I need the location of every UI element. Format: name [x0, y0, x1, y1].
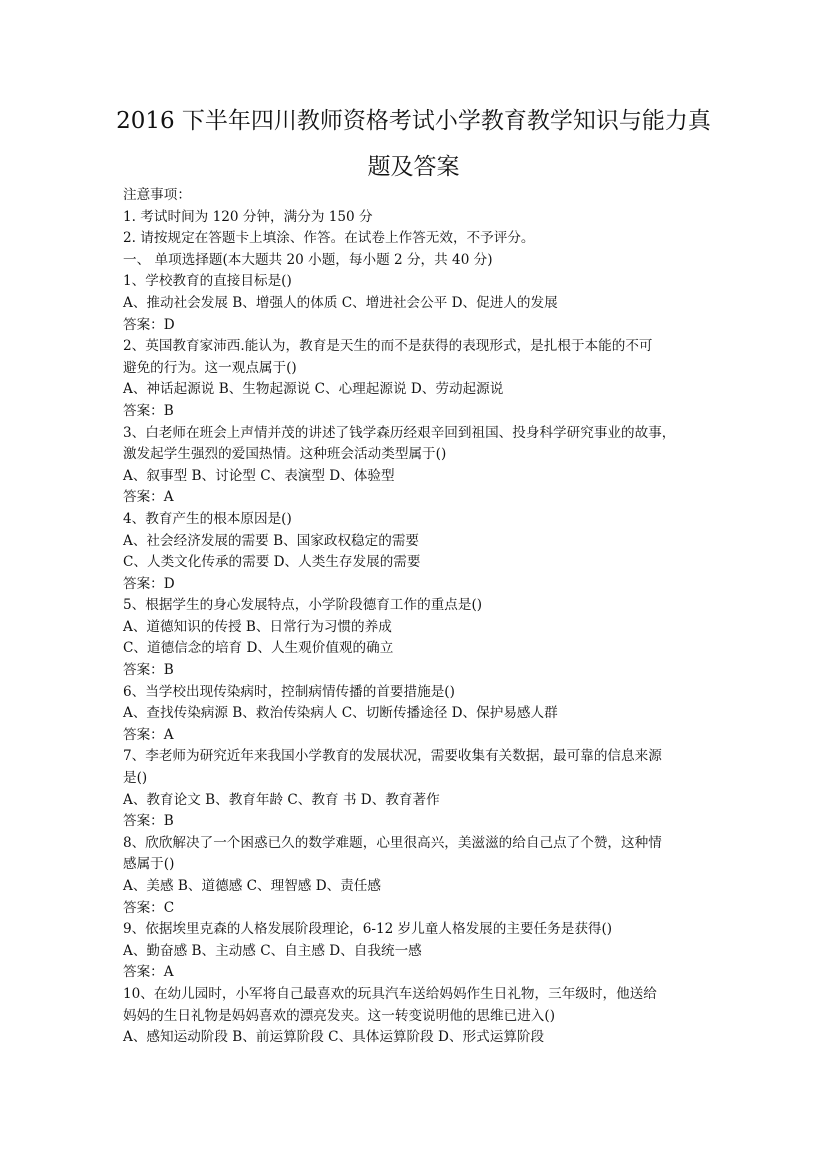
question-text: 7、李老师为研究近年来我国小学教育的发展状况，需要收集有关数据，最可靠的信息来源 [123, 748, 662, 765]
question-options: A、推动社会发展 B、增强人的体质 C、增进社会公平 D、促进人的发展 [123, 294, 558, 311]
answer-text: 答案：B [123, 813, 174, 830]
question-options: C、道德信念的培育 D、人生观价值观的确立 [123, 640, 394, 657]
document-body [123, 185, 723, 1049]
answer-text: 答案：A [123, 726, 174, 743]
document-title-line-1: 2016 下半年四川教师资格考试小学教育教学知识与能力真 [116, 108, 711, 134]
question-options: A、美感 B、道德感 C、理智感 D、责任感 [123, 878, 381, 894]
question-text: 激发起学生强烈的爱国热情。这种班会活动类型属于() [123, 446, 447, 463]
question-text: 9、依据埃里克森的人格发展阶段理论，6-12 岁儿童人格发展的主要任务是获得() [123, 921, 613, 938]
question-options: A、勤奋感 B、主动感 C、自主感 D、自我统一感 [123, 942, 422, 959]
question-options: A、社会经济发展的需要 B、国家政权稳定的需要 [123, 532, 420, 549]
answer-text: 答案：D [123, 316, 175, 333]
answer-text: 答案：C [123, 899, 175, 916]
question-text: 4、教育产生的根本原因是() [123, 510, 292, 527]
document-title-line-2: 题及答案 [367, 154, 460, 180]
question-text: 避免的行为。这一观点属于() [123, 359, 297, 376]
question-text: 8、欣欣解决了一个困惑已久的数学难题，心里很高兴，美滋滋的给自己点了个赞，这种情 [123, 834, 662, 851]
question-text: 感属于() [123, 856, 175, 873]
question-text: 是() [123, 770, 148, 787]
question-options: A、感知运动阶段 B、前运算阶段 C、具体运算阶段 D、形式运算阶段 [123, 1029, 545, 1046]
answer-text: 答案：B [123, 402, 174, 419]
question-options: A、教育论文 B、教育年龄 C、教育 书 D、教育著作 [123, 791, 440, 808]
question-options: A、神话起源说 B、生物起源说 C、心理起源说 D、劳动起源说 [123, 381, 504, 398]
question-text: 6、当学校出现传染病时，控制病情传播的首要措施是() [123, 683, 455, 700]
notice-item: 1. 考试时间为 120 分钟，满分为 150 分 [123, 208, 373, 225]
answer-text: 答案：B [123, 662, 174, 679]
question-text: 1、学校教育的直接目标是() [123, 273, 292, 290]
answer-text: 答案：A [123, 964, 174, 981]
question-options: A、道德知识的传授 B、日常行为习惯的养成 [123, 618, 392, 635]
answer-text: 答案：A [123, 489, 174, 506]
notice-item: 2. 请按规定在答题卡上填涂、作答。在试卷上作答无效，不予评分。 [123, 230, 535, 247]
question-options: A、查找传染病源 B、救治传染病人 C、切断传播途径 D、保护易感人群 [123, 705, 558, 722]
question-options: C、人类文化传承的需要 D、人类生存发展的需要 [123, 554, 421, 571]
notice-heading: 注意事项： [123, 187, 191, 203]
question-text: 妈妈的生日礼物是妈妈喜欢的漂亮发夹。这一转变说明他的思维已进入() [123, 1007, 556, 1024]
question-text: 5、根据学生的身心发展特点，小学阶段德育工作的重点是() [123, 597, 483, 614]
section-heading: 一、 单项选择题(本大题共 20 小题，每小题 2 分，共 40 分) [123, 251, 493, 268]
question-text: 10、在幼儿园时，小军将自己最喜欢的玩具汽车送给妈妈作生日礼物，三年级时，他送给 [123, 985, 657, 1002]
question-text: 2、英国教育家沛西.能认为，教育是天生的而不是获得的表现形式，是扎根于本能的不可 [123, 338, 653, 355]
question-text: 3、白老师在班会上声情并茂的讲述了钱学森历经艰辛回到祖国、投身科学研究事业的故事， [123, 424, 676, 441]
answer-text: 答案：D [123, 575, 175, 592]
question-options: A、叙事型 B、讨论型 C、表演型 D、体验型 [123, 467, 395, 484]
